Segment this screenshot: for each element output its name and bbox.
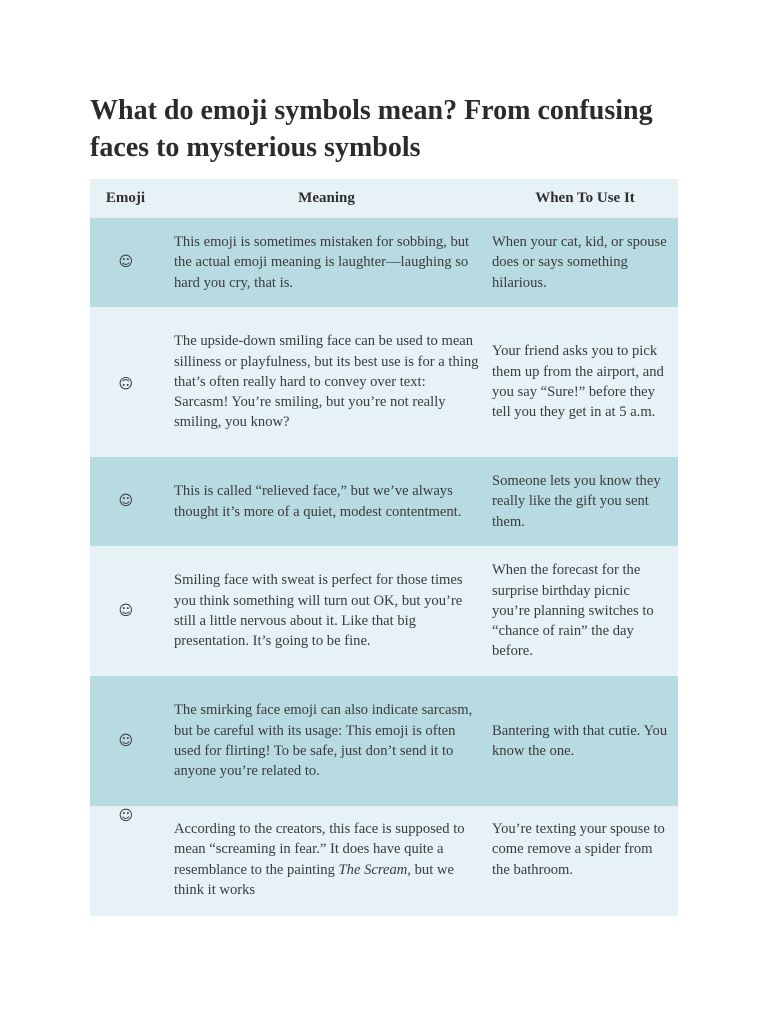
column-header-meaning: Meaning	[298, 190, 355, 207]
emoji-meaning-table	[90, 179, 678, 916]
column-header-emoji: Emoji	[105, 190, 146, 207]
meaning-cell: The smirking face emoji can also indicate sarcasm, but be careful with its usage: This emoji is often used for flirting! To be safe, just don’t send it to anyone you’re related to.	[174, 702, 473, 780]
smirking-face-icon: ☺	[118, 732, 134, 749]
table-row	[90, 676, 678, 806]
meaning-cell: This is called “relieved face,” but we’ve always thought it’s more of a quiet, modest contentment.	[174, 483, 462, 520]
table-row	[90, 307, 678, 457]
meaning-text: According to the creators, this face is supposed to mean “screaming in fear.” It does have quite a resemblance to the painting	[174, 821, 465, 878]
when-cell: When your cat, kid, or spouse does or says something hilarious.	[492, 234, 667, 291]
when-cell: You’re texting your spouse to come remove a spider from the bathroom.	[492, 821, 665, 878]
smiling-face-with-sweat-icon: ☺	[118, 602, 134, 619]
meaning-cell	[161, 806, 492, 916]
upside-down-face-icon: ☺	[117, 373, 133, 390]
when-cell: Someone lets you know they really like the gift you sent them.	[492, 473, 661, 530]
when-cell: Bantering with that cutie. You know the one.	[492, 722, 668, 759]
meaning-text-continued: but we think it works	[174, 861, 454, 898]
face-with-tears-of-joy-icon: ☺	[118, 254, 134, 271]
face-screaming-in-fear-icon: ☺	[118, 808, 134, 824]
when-cell: Your friend asks you to pick them up from the airport, and you say “Sure!” before they tell you they get in at 5 a.m.	[492, 343, 664, 421]
column-header-when: When To Use It	[535, 190, 635, 207]
table-row	[90, 218, 678, 307]
meaning-cell: This emoji is sometimes mistaken for sobbing, but the actual emoji meaning is laughter—laughing so hard you cry, that is.	[174, 234, 470, 291]
meaning-cell: Smiling face with sweat is perfect for those times you think something will turn out OK, but you’re still a little nervous about it. Like that big presentation. It’s going to be fine.	[174, 572, 463, 650]
table-row	[90, 806, 678, 916]
table-row	[90, 546, 678, 676]
relieved-face-icon: ☺	[118, 493, 134, 510]
meaning-cell: The upside-down smiling face can be used to mean silliness or playfulness, but its best use is for a thing that’s often really hard to convey over text: Sarcasm! You’re smiling, but you’re not really smiling, you know?	[174, 333, 479, 431]
page-title: What do emoji symbols mean? From confusing faces to mysterious symbols	[90, 95, 653, 163]
table-header-row	[90, 179, 678, 218]
table-row	[90, 457, 678, 546]
when-cell: When the forecast for the surprise birthday picnic you’re planning switches to “chance of rain” the day before.	[492, 562, 654, 660]
painting-title: The Scream,	[338, 861, 411, 878]
